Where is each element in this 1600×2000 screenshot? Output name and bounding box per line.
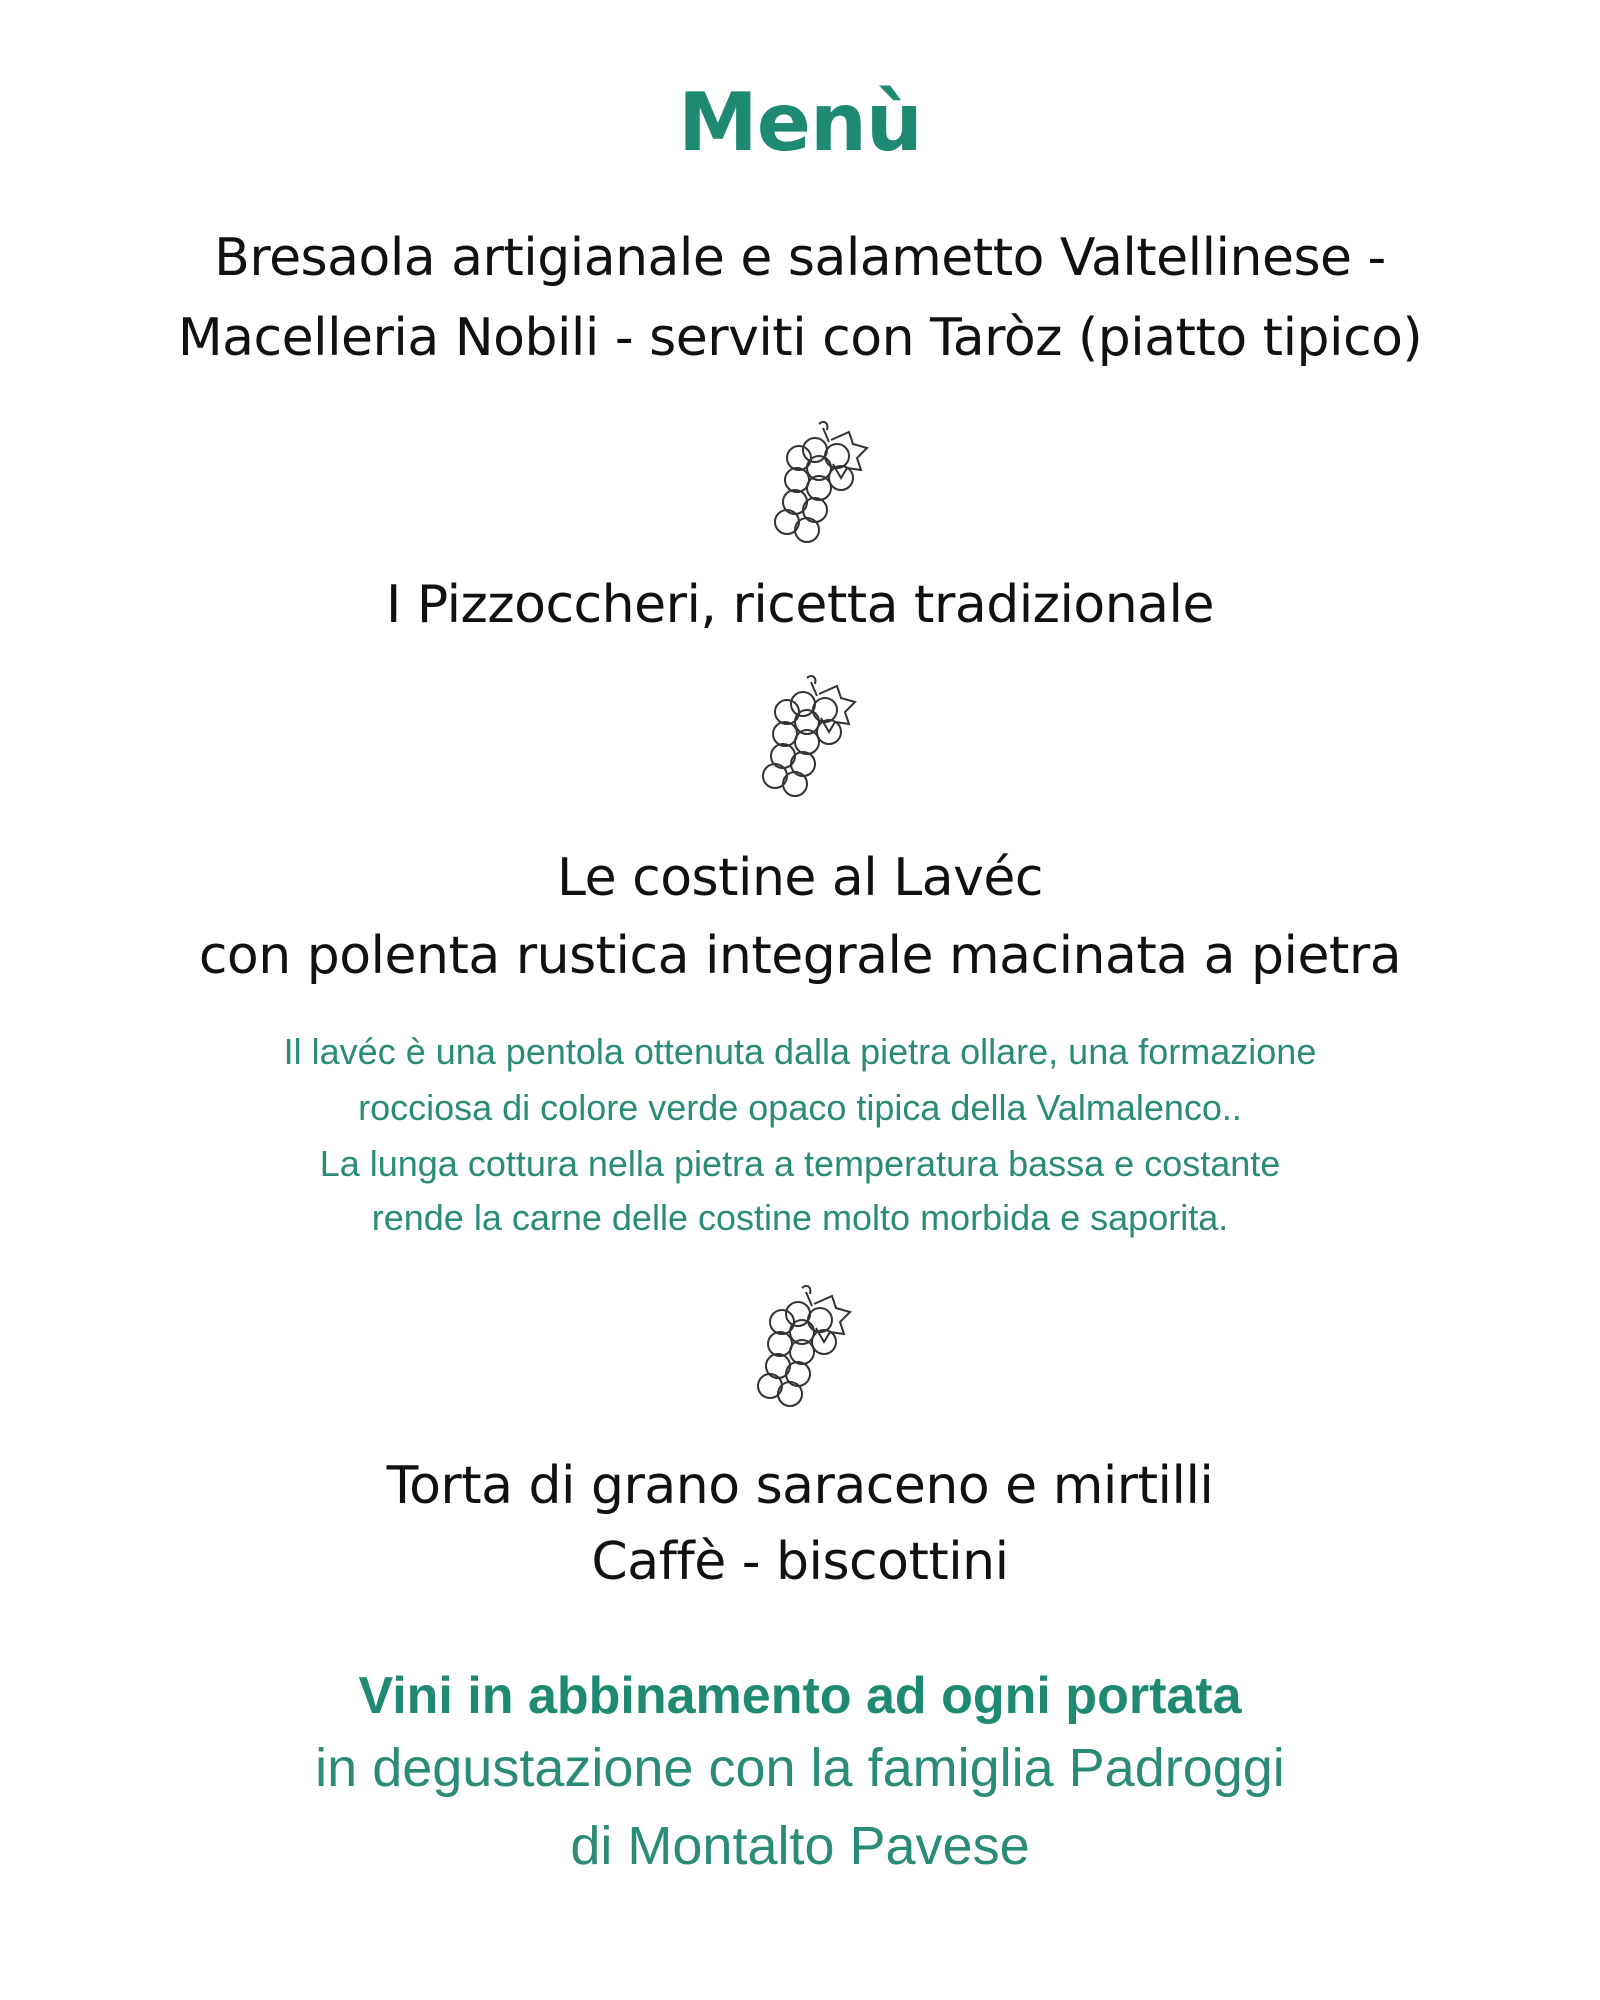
grapes-icon [740,1282,860,1412]
course-4-line-2: Caffè - biscottini [591,1532,1009,1592]
wine-heading: Vini in abbinamento ad ogni portata [358,1667,1242,1725]
grapes-icon [757,418,877,548]
wine-line-1: in degustazione con la famiglia Padroggi [315,1738,1285,1798]
course-3-line-1: Le costine al Lavéc [557,848,1043,908]
course-3-note-line-1: Il lavéc è una pentola ottenuta dalla pietra ollare, una formazione [283,1031,1317,1072]
course-1-line-1: Bresaola artigianale e salametto Valtellinese - [214,228,1386,288]
course-4-line-1: Torta di grano saraceno e mirtilli [386,1456,1214,1516]
course-3-note-line-3: La lunga cottura nella pietra a temperatura bassa e costante [319,1143,1281,1184]
course-3-line-2: con polenta rustica integrale macinata a pietra [198,926,1402,986]
course-3-note-line-2: rocciosa di colore verde opaco tipica della Valmalenco.. [358,1087,1242,1128]
grapes-icon [745,672,865,802]
page-title: Menù [678,76,922,169]
wine-line-2: di Montalto Pavese [570,1816,1030,1876]
course-3-note-line-4: rende la carne delle costine molto morbida e saporita. [371,1197,1229,1238]
course-1-line-2: Macelleria Nobili - serviti con Taròz (piatto tipico) [177,308,1423,368]
course-2-line-1: I Pizzoccheri, ricetta tradizionale [386,575,1214,635]
